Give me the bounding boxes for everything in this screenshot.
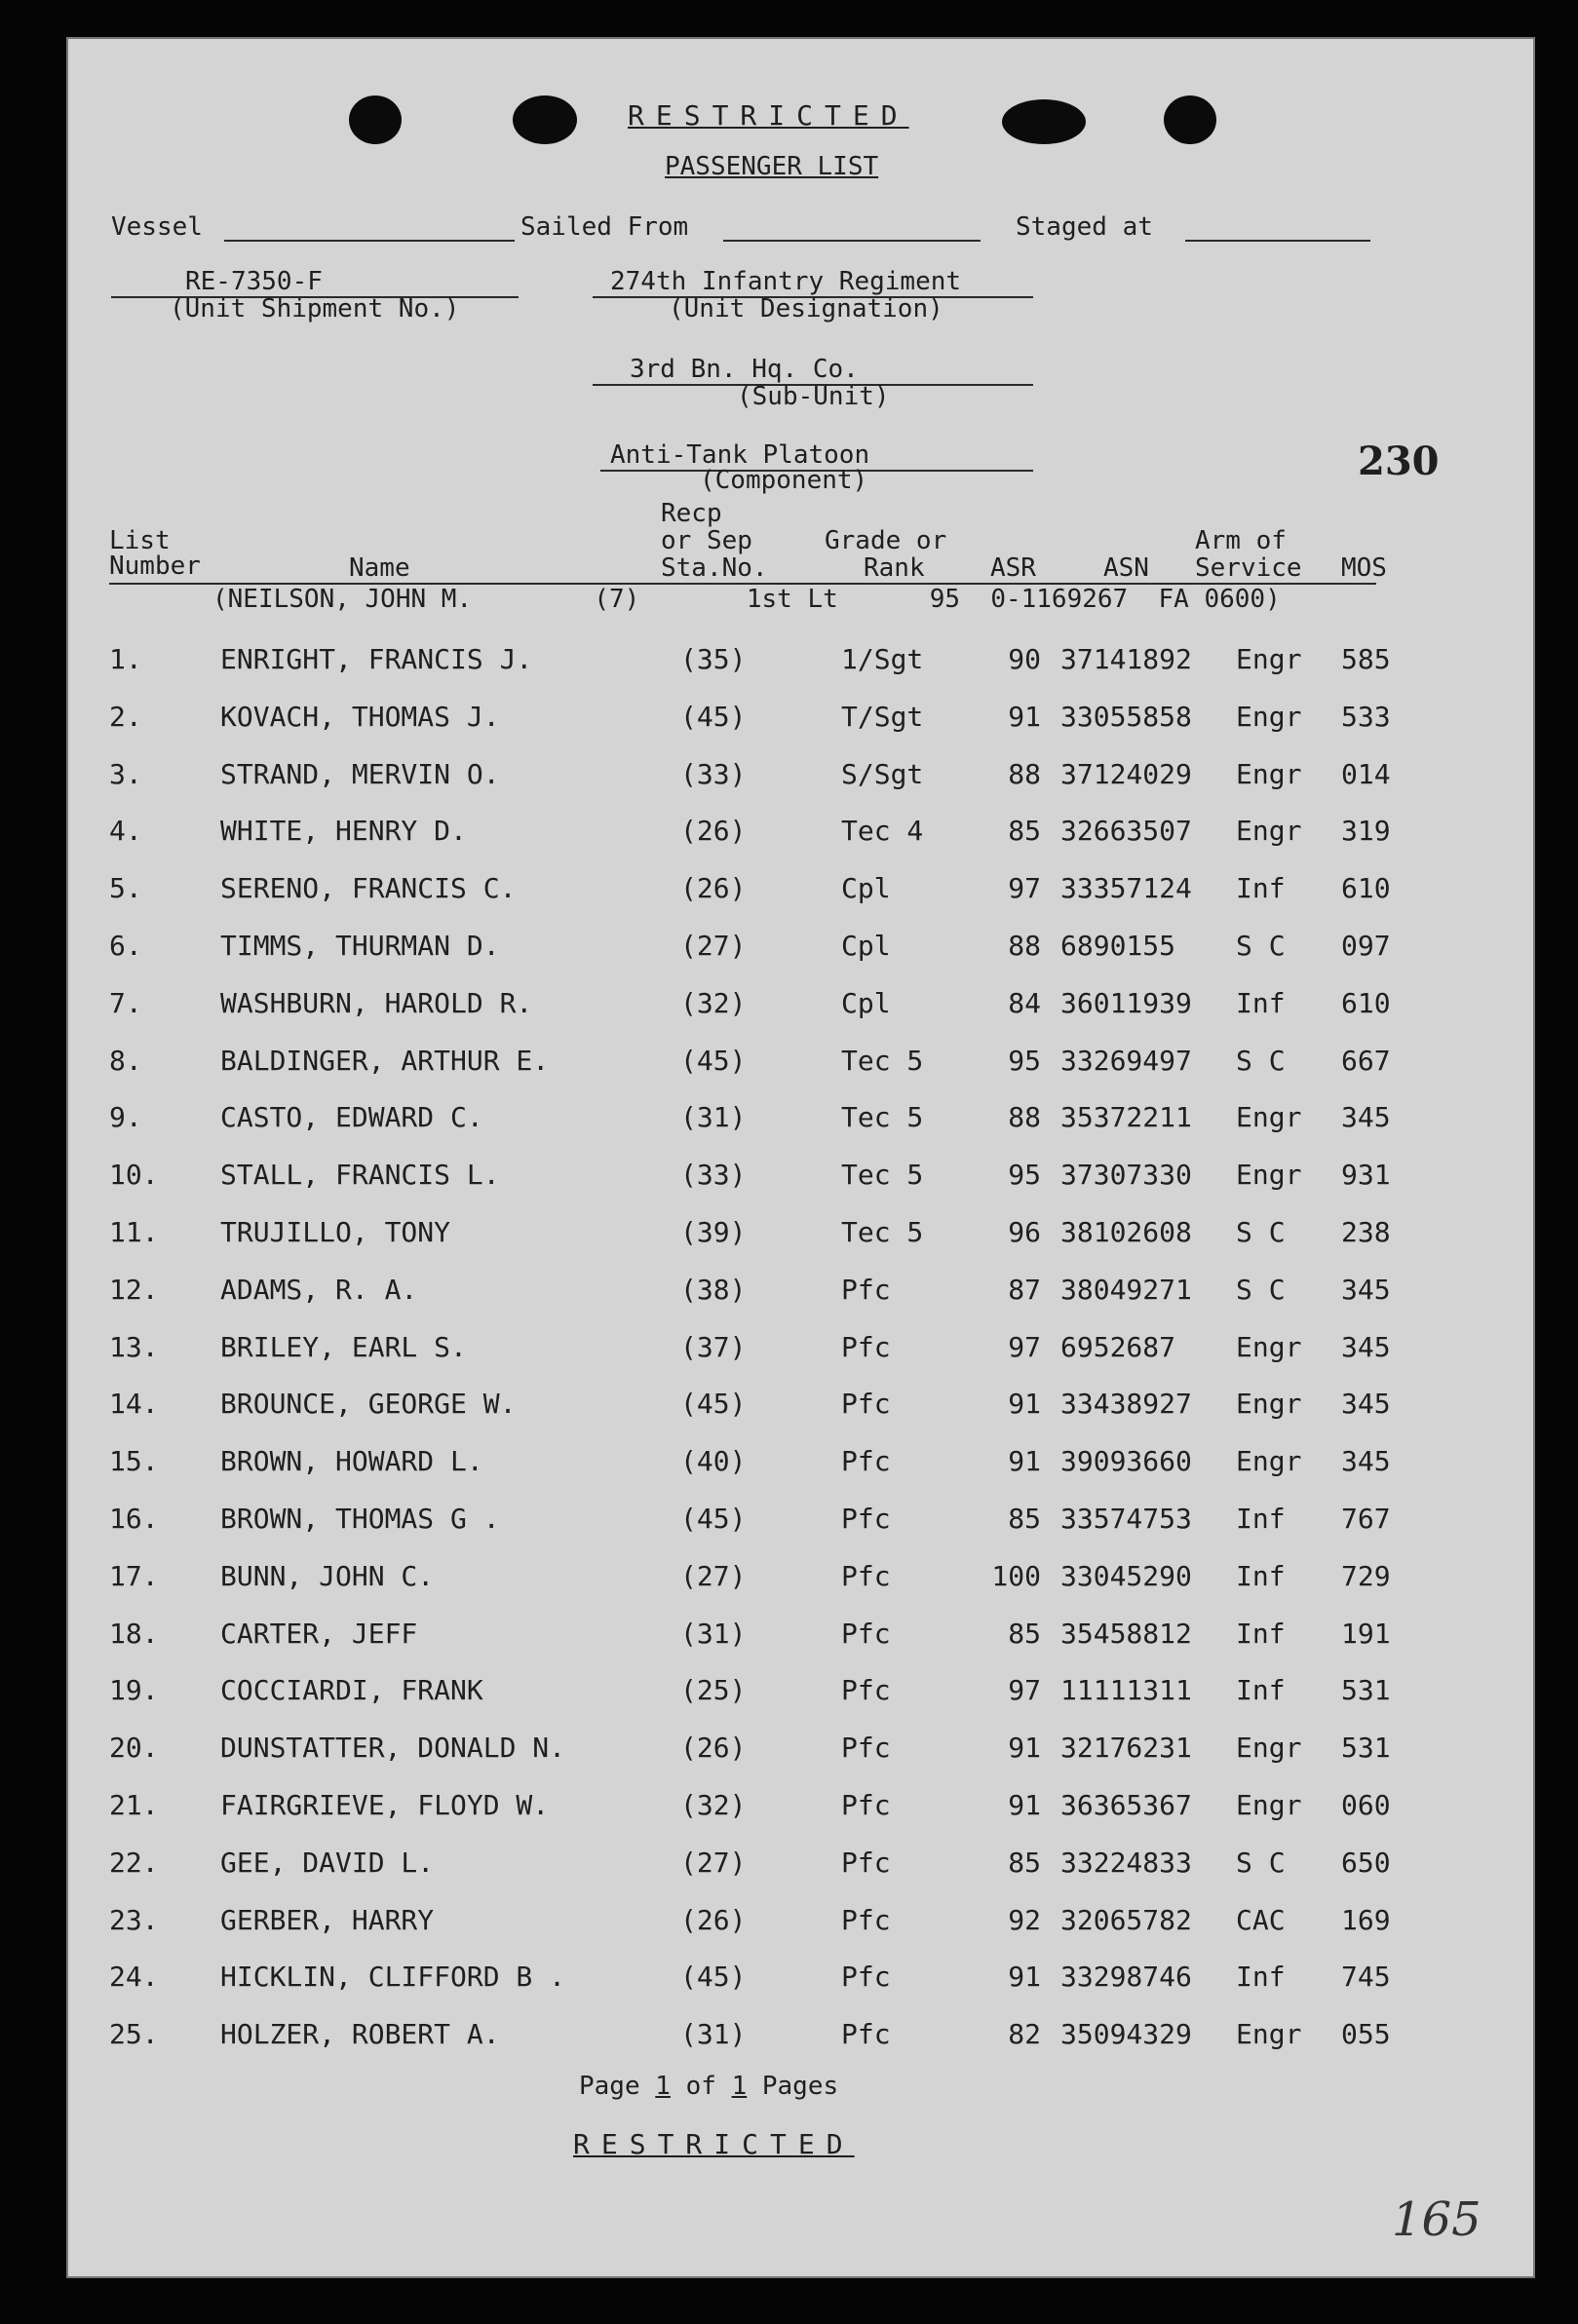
row-number: 19.: [109, 1674, 159, 1707]
table-row: [66, 1216, 1431, 1269]
row-mos: 729: [1341, 1559, 1391, 1592]
row-grade: Pfc: [841, 1903, 891, 1936]
unit-shipment-label: (Unit Shipment No.): [170, 294, 460, 324]
row-number: 11.: [109, 1216, 159, 1248]
row-arm: Engr: [1236, 2018, 1302, 2051]
row-asn: 33438927: [1060, 1388, 1192, 1421]
row-number: 3.: [109, 757, 142, 790]
row-number: 12.: [109, 1273, 159, 1306]
restricted-bottom: RESTRICTED: [573, 2128, 855, 2160]
row-mos: 531: [1341, 1732, 1391, 1765]
row-asr: 85: [1008, 815, 1041, 848]
row-station: (26): [680, 1732, 747, 1765]
row-grade: Pfc: [841, 1503, 891, 1535]
row-number: 4.: [109, 815, 142, 848]
row-grade: Tec 5: [841, 1159, 924, 1192]
vessel-field: [224, 240, 515, 242]
row-asr: 96: [1008, 1216, 1041, 1248]
row-name: BROWN, HOWARD L.: [220, 1445, 483, 1478]
row-mos: 585: [1341, 643, 1391, 675]
row-asr: 91: [1008, 1732, 1041, 1765]
row-station: (33): [680, 757, 747, 790]
row-asr: 92: [1008, 1903, 1041, 1936]
row-grade: Tec 5: [841, 1216, 924, 1248]
row-station: (45): [680, 1044, 747, 1077]
row-asr: 82: [1008, 2018, 1041, 2051]
row-asr: 87: [1008, 1273, 1041, 1306]
row-station: (33): [680, 1159, 747, 1192]
row-asn: 32176231: [1060, 1732, 1192, 1765]
row-number: 16.: [109, 1503, 159, 1535]
row-mos: 745: [1341, 1961, 1391, 1994]
row-name: KOVACH, THOMAS J.: [220, 700, 500, 733]
row-arm: Engr: [1236, 700, 1302, 733]
officer-row: (NEILSON, JOHN M. (7) 1st Lt 95 0-1169267 FA 0600): [212, 585, 1281, 614]
row-station: (39): [680, 1216, 747, 1248]
row-number: 18.: [109, 1617, 159, 1650]
row-name: BRILEY, EARL S.: [220, 1330, 467, 1363]
row-arm: Inf: [1236, 872, 1286, 905]
row-arm: Engr: [1236, 1330, 1302, 1363]
table-row: [66, 930, 1431, 982]
row-name: BROWN, THOMAS G .: [220, 1503, 500, 1535]
row-asn: 36365367: [1060, 1789, 1192, 1821]
row-arm: Engr: [1236, 1388, 1302, 1421]
row-mos: 191: [1341, 1617, 1391, 1650]
table-row: [66, 1732, 1431, 1784]
row-name: TIMMS, THURMAN D.: [220, 930, 500, 962]
row-mos: 931: [1341, 1159, 1391, 1192]
row-asn: 33357124: [1060, 872, 1192, 905]
col-recp-3: Sta.No.: [661, 553, 768, 583]
row-asr: 91: [1008, 700, 1041, 733]
row-name: CARTER, JEFF: [220, 1617, 418, 1650]
row-mos: 345: [1341, 1273, 1391, 1306]
row-asn: 35094329: [1060, 2018, 1192, 2051]
table-row: [66, 815, 1431, 867]
row-name: STRAND, MERVIN O.: [220, 757, 500, 790]
row-number: 9.: [109, 1101, 142, 1134]
row-station: (35): [680, 643, 747, 675]
component-value: Anti-Tank Platoon: [610, 440, 870, 470]
subunit-label: (Sub-Unit): [737, 382, 890, 411]
table-row: [66, 987, 1431, 1040]
col-arm-1: Arm of: [1195, 526, 1287, 555]
row-arm: CAC: [1236, 1903, 1286, 1936]
row-number: 6.: [109, 930, 142, 962]
row-grade: Cpl: [841, 986, 891, 1019]
row-grade: Pfc: [841, 1273, 891, 1306]
row-name: SERENO, FRANCIS C.: [220, 872, 517, 905]
row-asn: 32065782: [1060, 1903, 1192, 1936]
table-row: [66, 758, 1431, 811]
row-asn: 6890155: [1060, 930, 1176, 962]
row-mos: 345: [1341, 1445, 1391, 1478]
vessel-label: Vessel: [111, 212, 203, 242]
row-grade: Pfc: [841, 1674, 891, 1707]
row-station: (37): [680, 1330, 747, 1363]
row-station: (45): [680, 1503, 747, 1535]
row-station: (31): [680, 2018, 747, 2051]
row-number: 10.: [109, 1159, 159, 1192]
staged-at-field: [1185, 240, 1370, 242]
row-name: COCCIARDI, FRANK: [220, 1674, 483, 1707]
row-number: 25.: [109, 2018, 159, 2051]
row-mos: 667: [1341, 1044, 1391, 1077]
row-grade: Pfc: [841, 1732, 891, 1765]
row-mos: 610: [1341, 872, 1391, 905]
table-row: [66, 1274, 1431, 1326]
row-grade: 1/Sgt: [841, 643, 924, 675]
table-row: [66, 1445, 1431, 1498]
col-asr: ASR: [990, 553, 1036, 583]
page-text-3: Pages: [747, 2072, 839, 2101]
row-station: (27): [680, 1559, 747, 1592]
row-arm: Engr: [1236, 643, 1302, 675]
col-asn: ASN: [1103, 553, 1149, 583]
row-mos: 345: [1341, 1101, 1391, 1134]
row-number: 5.: [109, 872, 142, 905]
table-row: [66, 1503, 1431, 1555]
row-number: 14.: [109, 1388, 159, 1421]
row-asr: 88: [1008, 1101, 1041, 1134]
row-grade: Pfc: [841, 1330, 891, 1363]
table-row: [66, 1560, 1431, 1613]
row-asn: 32663507: [1060, 815, 1192, 848]
row-station: (45): [680, 1961, 747, 1994]
row-station: (32): [680, 1789, 747, 1821]
table-row: [66, 872, 1431, 925]
row-name: BALDINGER, ARTHUR E.: [220, 1044, 550, 1077]
table-row: [66, 1101, 1431, 1154]
row-number: 1.: [109, 643, 142, 675]
table-row: [66, 1331, 1431, 1384]
row-asn: 6952687: [1060, 1330, 1176, 1363]
row-asn: 33269497: [1060, 1044, 1192, 1077]
row-name: CASTO, EDWARD C.: [220, 1101, 483, 1134]
row-grade: Tec 5: [841, 1101, 924, 1134]
row-arm: Inf: [1236, 1503, 1286, 1535]
col-mos: MOS: [1341, 553, 1387, 583]
table-row: [66, 1159, 1431, 1211]
row-station: (27): [680, 930, 747, 962]
row-mos: 097: [1341, 930, 1391, 962]
table-row: [66, 643, 1431, 696]
row-mos: 169: [1341, 1903, 1391, 1936]
punch-hole: [513, 95, 577, 144]
row-asr: 91: [1008, 1388, 1041, 1421]
row-arm: Engr: [1236, 1445, 1302, 1478]
row-asn: 33224833: [1060, 1846, 1192, 1879]
row-number: 8.: [109, 1044, 142, 1077]
row-mos: 345: [1341, 1388, 1391, 1421]
row-station: (40): [680, 1445, 747, 1478]
row-asn: 35372211: [1060, 1101, 1192, 1134]
row-mos: 319: [1341, 815, 1391, 848]
row-mos: 650: [1341, 1846, 1391, 1879]
document-page: [66, 37, 1535, 2278]
col-grade-2: Rank: [864, 553, 925, 583]
row-arm: Engr: [1236, 757, 1302, 790]
row-arm: Inf: [1236, 1617, 1286, 1650]
row-mos: 767: [1341, 1503, 1391, 1535]
table-row: [66, 1789, 1431, 1842]
row-asn: 35458812: [1060, 1617, 1192, 1650]
subunit-value: 3rd Bn. Hq. Co.: [630, 355, 859, 384]
row-station: (31): [680, 1617, 747, 1650]
row-grade: Pfc: [841, 1789, 891, 1821]
table-row: [66, 1618, 1431, 1670]
col-list: List: [109, 526, 171, 555]
row-number: 13.: [109, 1330, 159, 1363]
row-number: 17.: [109, 1559, 159, 1592]
row-name: TRUJILLO, TONY: [220, 1216, 451, 1248]
row-station: (26): [680, 815, 747, 848]
row-asr: 95: [1008, 1044, 1041, 1077]
punch-hole: [349, 95, 402, 144]
row-arm: Engr: [1236, 1789, 1302, 1821]
punch-hole: [1164, 95, 1216, 144]
unit-designation-label: (Unit Designation): [669, 294, 943, 324]
row-grade: Pfc: [841, 1961, 891, 1994]
row-asn: 38049271: [1060, 1273, 1192, 1306]
col-recp-1: Recp: [661, 499, 722, 528]
sailed-from-field: [723, 240, 981, 242]
row-arm: Engr: [1236, 1101, 1302, 1134]
row-name: STALL, FRANCIS L.: [220, 1159, 500, 1192]
row-asr: 88: [1008, 757, 1041, 790]
row-grade: Pfc: [841, 1388, 891, 1421]
row-name: FAIRGRIEVE, FLOYD W.: [220, 1789, 550, 1821]
row-asr: 85: [1008, 1503, 1041, 1535]
row-station: (27): [680, 1846, 747, 1879]
row-arm: Inf: [1236, 1559, 1286, 1592]
row-grade: Pfc: [841, 1846, 891, 1879]
row-asr: 91: [1008, 1789, 1041, 1821]
row-asn: 37141892: [1060, 643, 1192, 675]
table-row: [66, 1904, 1431, 1957]
row-station: (38): [680, 1273, 747, 1306]
row-arm: S C: [1236, 930, 1286, 962]
row-mos: 055: [1341, 2018, 1391, 2051]
row-name: HOLZER, ROBERT A.: [220, 2018, 500, 2051]
row-asr: 91: [1008, 1445, 1041, 1478]
col-arm-2: Service: [1195, 553, 1302, 583]
table-row: [66, 2018, 1431, 2071]
page-text-2: of: [670, 2072, 732, 2101]
row-station: (26): [680, 1903, 747, 1936]
row-asr: 84: [1008, 986, 1041, 1019]
page-total: 1: [731, 2072, 748, 2101]
row-grade: Pfc: [841, 1617, 891, 1650]
row-asr: 85: [1008, 1617, 1041, 1650]
row-station: (45): [680, 700, 747, 733]
row-mos: 610: [1341, 986, 1391, 1019]
punch-hole: [1002, 99, 1086, 144]
row-station: (25): [680, 1674, 747, 1707]
row-asr: 85: [1008, 1846, 1041, 1879]
row-asn: 11111311: [1060, 1674, 1192, 1707]
row-name: DUNSTATTER, DONALD N.: [220, 1732, 566, 1765]
row-name: GERBER, HARRY: [220, 1903, 435, 1936]
row-name: BUNN, JOHN C.: [220, 1559, 435, 1592]
col-name: Name: [349, 553, 410, 583]
row-number: 24.: [109, 1961, 159, 1994]
row-arm: Engr: [1236, 1732, 1302, 1765]
row-asn: 33298746: [1060, 1961, 1192, 1994]
row-asr: 97: [1008, 1674, 1041, 1707]
row-grade: T/Sgt: [841, 700, 924, 733]
row-station: (45): [680, 1388, 747, 1421]
row-mos: 345: [1341, 1330, 1391, 1363]
row-number: 22.: [109, 1846, 159, 1879]
row-mos: 533: [1341, 700, 1391, 733]
row-mos: 531: [1341, 1674, 1391, 1707]
row-asr: 88: [1008, 930, 1041, 962]
row-arm: S C: [1236, 1273, 1286, 1306]
table-row: [66, 1045, 1431, 1097]
row-asr: 95: [1008, 1159, 1041, 1192]
row-grade: Pfc: [841, 1559, 891, 1592]
row-asn: 36011939: [1060, 986, 1192, 1019]
row-station: (26): [680, 872, 747, 905]
row-grade: Pfc: [841, 1445, 891, 1478]
row-mos: 238: [1341, 1216, 1391, 1248]
row-mos: 060: [1341, 1789, 1391, 1821]
row-number: 2.: [109, 700, 142, 733]
row-asr: 97: [1008, 1330, 1041, 1363]
page-number: 1: [655, 2072, 671, 2101]
row-name: BROUNCE, GEORGE W.: [220, 1388, 517, 1421]
row-mos: 014: [1341, 757, 1391, 790]
unit-shipment-number: RE-7350-F: [185, 267, 323, 296]
row-arm: S C: [1236, 1216, 1286, 1248]
row-name: WHITE, HENRY D.: [220, 815, 467, 848]
row-name: ADAMS, R. A.: [220, 1273, 418, 1306]
col-recp-2: or Sep: [661, 526, 752, 555]
row-asr: 97: [1008, 872, 1041, 905]
restricted-top: RESTRICTED: [628, 99, 909, 132]
row-name: ENRIGHT, FRANCIS J.: [220, 643, 533, 675]
row-asr: 91: [1008, 1961, 1041, 1994]
row-asn: 33045290: [1060, 1559, 1192, 1592]
row-arm: Inf: [1236, 1961, 1286, 1994]
row-arm: S C: [1236, 1846, 1286, 1879]
handwritten-number: 165: [1392, 2192, 1482, 2247]
table-row: [66, 1847, 1431, 1899]
row-station: (32): [680, 986, 747, 1019]
row-grade: S/Sgt: [841, 757, 924, 790]
table-row: [66, 1674, 1431, 1727]
row-asn: 33574753: [1060, 1503, 1192, 1535]
row-number: 7.: [109, 986, 142, 1019]
table-row: [66, 1961, 1431, 2013]
row-arm: Inf: [1236, 986, 1286, 1019]
row-number: 20.: [109, 1732, 159, 1765]
row-asn: 33055858: [1060, 700, 1192, 733]
row-grade: Tec 4: [841, 815, 924, 848]
page-title: PASSENGER LIST: [665, 152, 879, 181]
row-asr: 100: [991, 1559, 1041, 1592]
row-asr: 90: [1008, 643, 1041, 675]
row-grade: Tec 5: [841, 1044, 924, 1077]
row-grade: Pfc: [841, 2018, 891, 2051]
table-row: [66, 1388, 1431, 1440]
row-arm: Engr: [1236, 815, 1302, 848]
row-arm: Engr: [1236, 1159, 1302, 1192]
row-name: GEE, DAVID L.: [220, 1846, 435, 1879]
row-name: WASHBURN, HAROLD R.: [220, 986, 533, 1019]
sailed-from-label: Sailed From: [520, 212, 689, 242]
page-count: [579, 2072, 838, 2101]
stamp-number: 230: [1358, 438, 1440, 484]
page-text-1: Page: [579, 2072, 656, 2101]
row-name: HICKLIN, CLIFFORD B .: [220, 1961, 566, 1994]
row-number: 21.: [109, 1789, 159, 1821]
row-grade: Cpl: [841, 930, 891, 962]
row-asn: 37124029: [1060, 757, 1192, 790]
row-number: 23.: [109, 1903, 159, 1936]
row-asn: 38102608: [1060, 1216, 1192, 1248]
row-asn: 39093660: [1060, 1445, 1192, 1478]
component-label: (Component): [700, 466, 868, 495]
row-grade: Cpl: [841, 872, 891, 905]
unit-designation-value: 274th Infantry Regiment: [610, 267, 962, 296]
table-row: [66, 701, 1431, 753]
row-asn: 37307330: [1060, 1159, 1192, 1192]
col-number: Number: [109, 552, 201, 581]
row-station: (31): [680, 1101, 747, 1134]
row-number: 15.: [109, 1445, 159, 1478]
row-arm: S C: [1236, 1044, 1286, 1077]
row-arm: Inf: [1236, 1674, 1286, 1707]
staged-at-label: Staged at: [1016, 212, 1153, 242]
col-grade-1: Grade or: [825, 526, 947, 555]
